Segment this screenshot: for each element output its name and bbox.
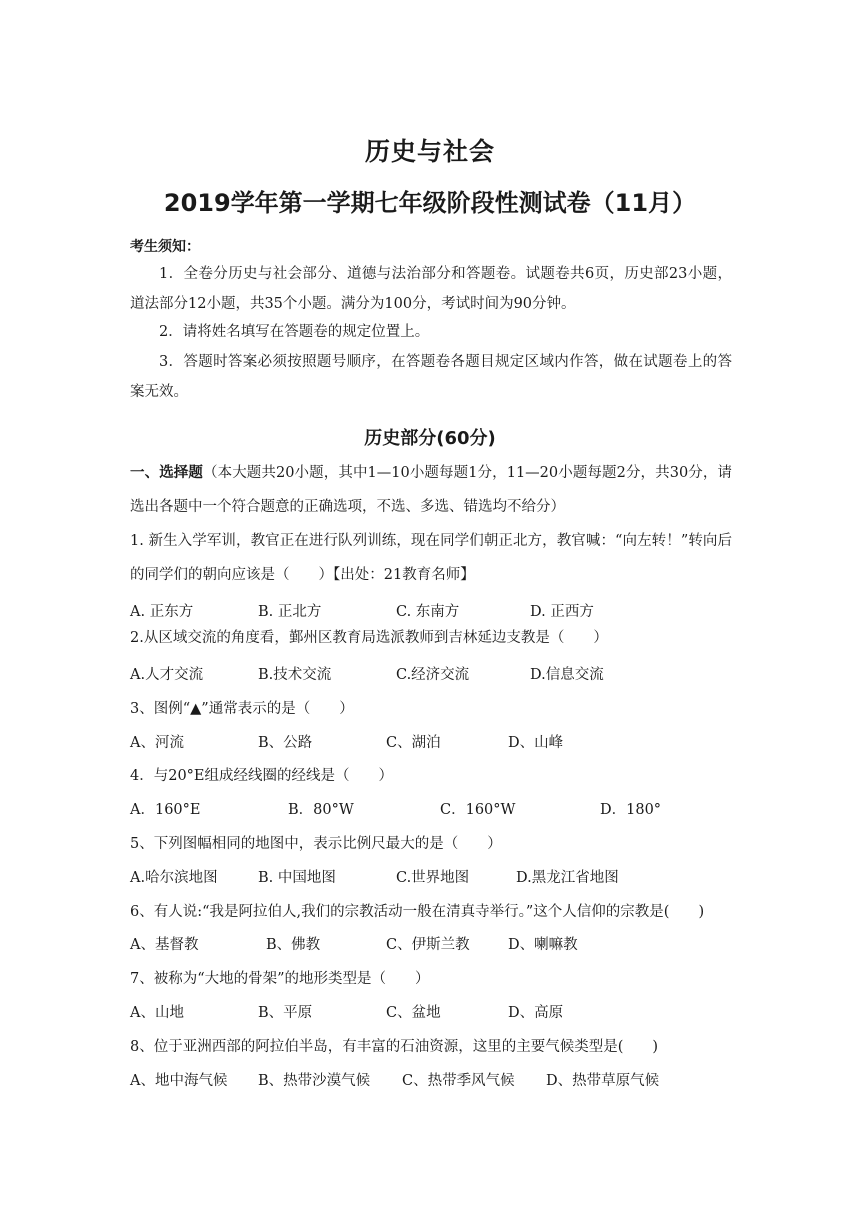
question-4-option-a: A．160°E [130,802,201,818]
question-6-option-c: C、伊斯兰教 [386,937,470,953]
question-5-option-c: C.世界地图 [396,870,470,886]
question-1-stem: 1. 新生入学军训，教官正在进行队列训练，现在同学们朝正北方，教官喊：“向左转！”转向后的同学们的朝向应该是（ ）【出处：21教育名师】 [130,533,732,583]
question-5-option-d: D.黑龙江省地图 [516,870,619,886]
question-8-stem: 8、位于亚洲西部的阿拉伯半岛，有丰富的石油资源，这里的主要气候类型是( ) [130,1039,659,1055]
question-7-stem: 7、被称为“大地的骨架”的地形类型是（ ） [130,971,430,987]
question-1-option-d: D. 正西方 [530,604,594,620]
question-2-stem: 2.从区域交流的角度看，鄞州区教育局选派教师到吉林延边支教是（ ） [130,630,608,646]
question-6-stem: 6、有人说:“我是阿拉伯人,我们的宗教活动一般在清真寺举行。”这个人信仰的宗教是( ) [130,904,705,920]
document-subtitle: 2019学年第一学期七年级阶段性测试卷（11月） [163,189,697,217]
question-2-option-d: D.信息交流 [530,667,604,683]
question-8-option-c: C、热带季风气候 [402,1073,515,1089]
question-6-option-a: A、基督教 [130,937,199,953]
question-7-option-b: B、平原 [258,1005,313,1021]
part-description: （本大题共20小题，其中1—10小题每题1分，11—20小题每题2分，共30分，请选出各题中一个符合题意的正确选项，不选、多选、错选均不给分） [130,465,732,515]
part-label: 一、选择题 [130,465,203,481]
question-1-option-b: B. 正北方 [258,604,322,620]
question-4-option-b: B．80°W [288,802,354,818]
question-7-option-c: C、盆地 [386,1005,441,1021]
section-title: 历史部分(60分) [364,428,496,449]
question-4-stem: 4．与20°E组成经线圈的经线是（ ） [130,768,394,784]
question-5-option-a: A.哈尔滨地图 [130,870,218,886]
question-4-option-c: C．160°W [440,802,516,818]
question-8-option-a: A、地中海气候 [130,1073,228,1089]
question-3-option-b: B、公路 [258,735,313,751]
question-5-stem: 5、下列图幅相同的地图中，表示比例尺最大的是（ ） [130,836,502,852]
notice-item-3: 3．答题时答案必须按照题号顺序，在答题卷各题目规定区域内作答，做在试题卷上的答案无效。 [130,354,732,400]
question-8-option-b: B、热带沙漠气候 [258,1073,371,1089]
question-6-option-b: B、佛教 [266,937,321,953]
question-5-option-b: B. 中国地图 [258,870,336,886]
notice-item-1: 1．全卷分历史与社会部分、道德与法治部分和答题卷。试题卷共6页，历史部23小题，道法部分12小题，共35个小题。满分为100分，考试时间为90分钟。 [130,266,732,312]
question-4-option-d: D．180° [600,802,662,818]
question-1-option-c: C. 东南方 [396,604,460,620]
question-7-option-a: A、山地 [130,1005,184,1021]
question-2-option-b: B.技术交流 [258,667,332,683]
document-title: 历史与社会 [364,137,495,166]
question-2-option-a: A.人才交流 [130,667,204,683]
question-3-option-d: D、山峰 [508,735,564,751]
question-6-option-d: D、喇嘛教 [508,937,578,953]
question-3-option-a: A、河流 [130,735,184,751]
question-2-option-c: C.经济交流 [396,667,470,683]
question-3-stem: 3、图例“▲”通常表示的是（ ） [130,701,354,717]
question-7-option-d: D、高原 [508,1005,564,1021]
notice-heading: 考生须知： [130,239,200,255]
notice-item-2: 2．请将姓名填写在答题卷的规定位置上。 [159,324,430,340]
part-instructions [130,456,732,524]
question-8-option-d: D、热带草原气候 [546,1073,660,1089]
question-1-option-a: A. 正东方 [130,604,194,620]
question-3-option-c: C、湖泊 [386,735,441,751]
